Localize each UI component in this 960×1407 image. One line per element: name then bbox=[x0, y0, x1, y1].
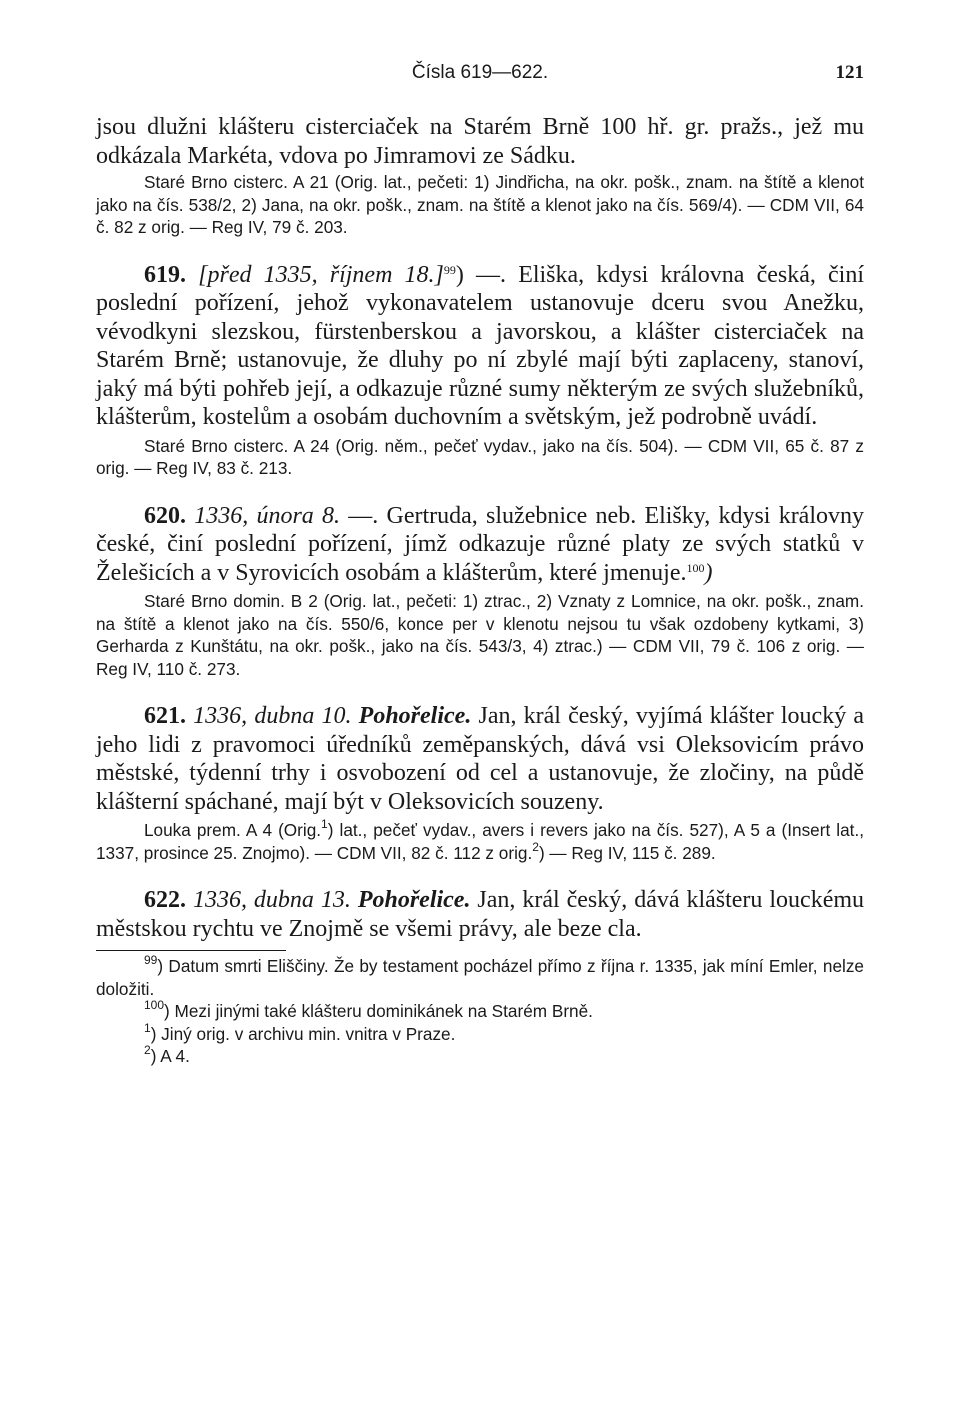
entry-621-source bbox=[96, 819, 864, 864]
entry-body: Gertruda, služebnice neb. Elišky, kdysi královny české, činí poslední pořízení, jímž odkazuje různé platy ze svých statků v Želešicích a v Syrovicích osobám a klášterům, které jmenuje. bbox=[96, 502, 865, 586]
entry-621-text bbox=[96, 702, 864, 816]
entry-dash: —. bbox=[340, 502, 379, 529]
continuation-block bbox=[96, 113, 864, 239]
footnote-ref: 2 bbox=[532, 839, 539, 854]
page-number: 121 bbox=[835, 62, 864, 83]
entry-body: Jan, král český, vyjímá klášter loucký a jeho lidi z pravomoci úředníků zeměpanských, dává vsi Oleksovicím právo městské, týdenní trhy i osvobození od cel a ustanovuje, že zločiny, na půdě klášterní spáchané, mají být v Oleksovicích souzeny. bbox=[96, 703, 865, 815]
entry-622 bbox=[96, 886, 864, 943]
entry-619-text bbox=[96, 261, 864, 432]
entry-body: Eliška, kdysi královna česká, činí poslední pořízení, jehož vykonavatelem ustanovuje dceru svou Anežku, vévodkyni slezskou, fürstenberskou a javorskou, a klášter cisterciaček na Starém Brně; ustanovuje, že dluhy po ní zbylé mají býti zaplaceny, stanoví, jaký má býti pohřeb její, a odkazuje různé sumy některým ze svých služebníků, klášterům, kostelům a osobám duchovním a světským, jež podrobně uvádí. bbox=[96, 261, 864, 430]
entry-date: 1336, dubna 13. bbox=[192, 887, 351, 913]
entry-date: 1336, dubna 10. bbox=[193, 703, 352, 729]
entry-body: Jan, král český, dává klášteru louckému městskou rychtu ve Znojmě se všemi právy, ale beze cla. bbox=[96, 887, 865, 942]
continuation-source: Staré Brno cisterc. A 21 (Orig. lat., pečeti: 1) Jindřicha, na okr. pošk., znam. na štítě a klenot jako na čís. 538/2, 2) Jana, na okr. pošk., znam. na štítě a klenot jako na čís. 569/4). — CDM VII, 64 č. 82 z orig. — Reg IV, 79 č. 203. bbox=[96, 172, 864, 237]
entry-620-source: Staré Brno domin. B 2 (Orig. lat., pečeti: 1) ztrac., 2) Vznaty z Lomnice, na okr. pošk., znam. na štítě a klenot jako na čís. 550/6, konce per v klenotu nejsou tu však ozdobeny kytkami, 3) Gerharda z Kunštátu, na okr. pošk., jako na čís. 543/3, 4) ztrac.) — CDM VII, 79 č. 106 z orig. — Reg IV, 110 č. 273. bbox=[96, 591, 864, 679]
footnote-paren: ) bbox=[704, 559, 713, 586]
entry-place: Pohořelice. bbox=[358, 703, 472, 729]
footnote-99 bbox=[96, 955, 864, 1000]
entry-620 bbox=[96, 502, 864, 681]
footnote-ref: 100 bbox=[686, 560, 705, 575]
entry-number: 619. bbox=[144, 261, 186, 288]
entry-621 bbox=[96, 702, 864, 864]
continuation-text: jsou dlužni klášteru cisterciaček na Starém Brně 100 hř. gr. pražs., jež mu odkázala Markéta, vdova po Jimramovi ze Sádku. bbox=[96, 114, 864, 169]
footnote-divider bbox=[96, 950, 286, 951]
entry-622-text bbox=[96, 886, 864, 943]
footnote-text: ) Jiný orig. v archivu min. vnitra v Praze. bbox=[150, 1023, 456, 1044]
entry-dash: ) —. bbox=[455, 261, 507, 288]
footnote-1 bbox=[96, 1020, 864, 1046]
footnotes bbox=[96, 955, 864, 1068]
footnote-mark: 100 bbox=[144, 998, 165, 1012]
footnote-2 bbox=[96, 1045, 864, 1068]
header-title: Čísla 619—622. bbox=[411, 62, 549, 83]
running-header bbox=[96, 62, 864, 90]
entry-number: 620. bbox=[144, 502, 186, 529]
source-part: ) lat., pečeť vydav., avers i revers jako na čís. 527), A 5 a (Insert lat., 1337, prosince 25. Znojmo). — CDM VII, 82 č. 112 z orig. bbox=[96, 820, 864, 863]
footnote-mark: 99 bbox=[144, 953, 158, 967]
document-page bbox=[96, 62, 864, 1068]
footnote-mark: 2 bbox=[144, 1043, 151, 1057]
entry-619 bbox=[96, 261, 864, 480]
entry-date: 1336, února 8. bbox=[194, 502, 341, 529]
source-part: Louka prem. A 4 (Orig. bbox=[144, 820, 322, 840]
footnote-text: ) Datum smrti Eliščiny. Že by testament pocházel přímo z října r. 1335, jak míní Emler, nelze doložiti. bbox=[96, 956, 864, 999]
footnote-ref: 1 bbox=[321, 817, 328, 831]
entry-619-source: Staré Brno cisterc. A 24 (Orig. něm., pečeť vydav., jako na čís. 504). — CDM VII, 65 č. 87 z orig. — Reg IV, 83 č. 213. bbox=[96, 435, 864, 478]
footnote-100 bbox=[96, 1000, 864, 1023]
footnote-text: ) A 4. bbox=[150, 1046, 190, 1066]
entry-number: 622. bbox=[144, 887, 186, 913]
footnote-mark: 1 bbox=[144, 1020, 151, 1035]
source-part: ) — Reg IV, 115 č. 289. bbox=[538, 842, 716, 863]
footnote-ref: 99 bbox=[443, 262, 456, 277]
entry-620-text bbox=[96, 502, 864, 588]
entry-place: Pohořelice. bbox=[357, 887, 471, 913]
entry-number: 621. bbox=[144, 703, 186, 729]
entry-date: [před 1335, říjnem 18.] bbox=[198, 261, 444, 288]
footnote-text: ) Mezi jinými také klášteru dominikánek na Starém Brně. bbox=[164, 1001, 593, 1021]
